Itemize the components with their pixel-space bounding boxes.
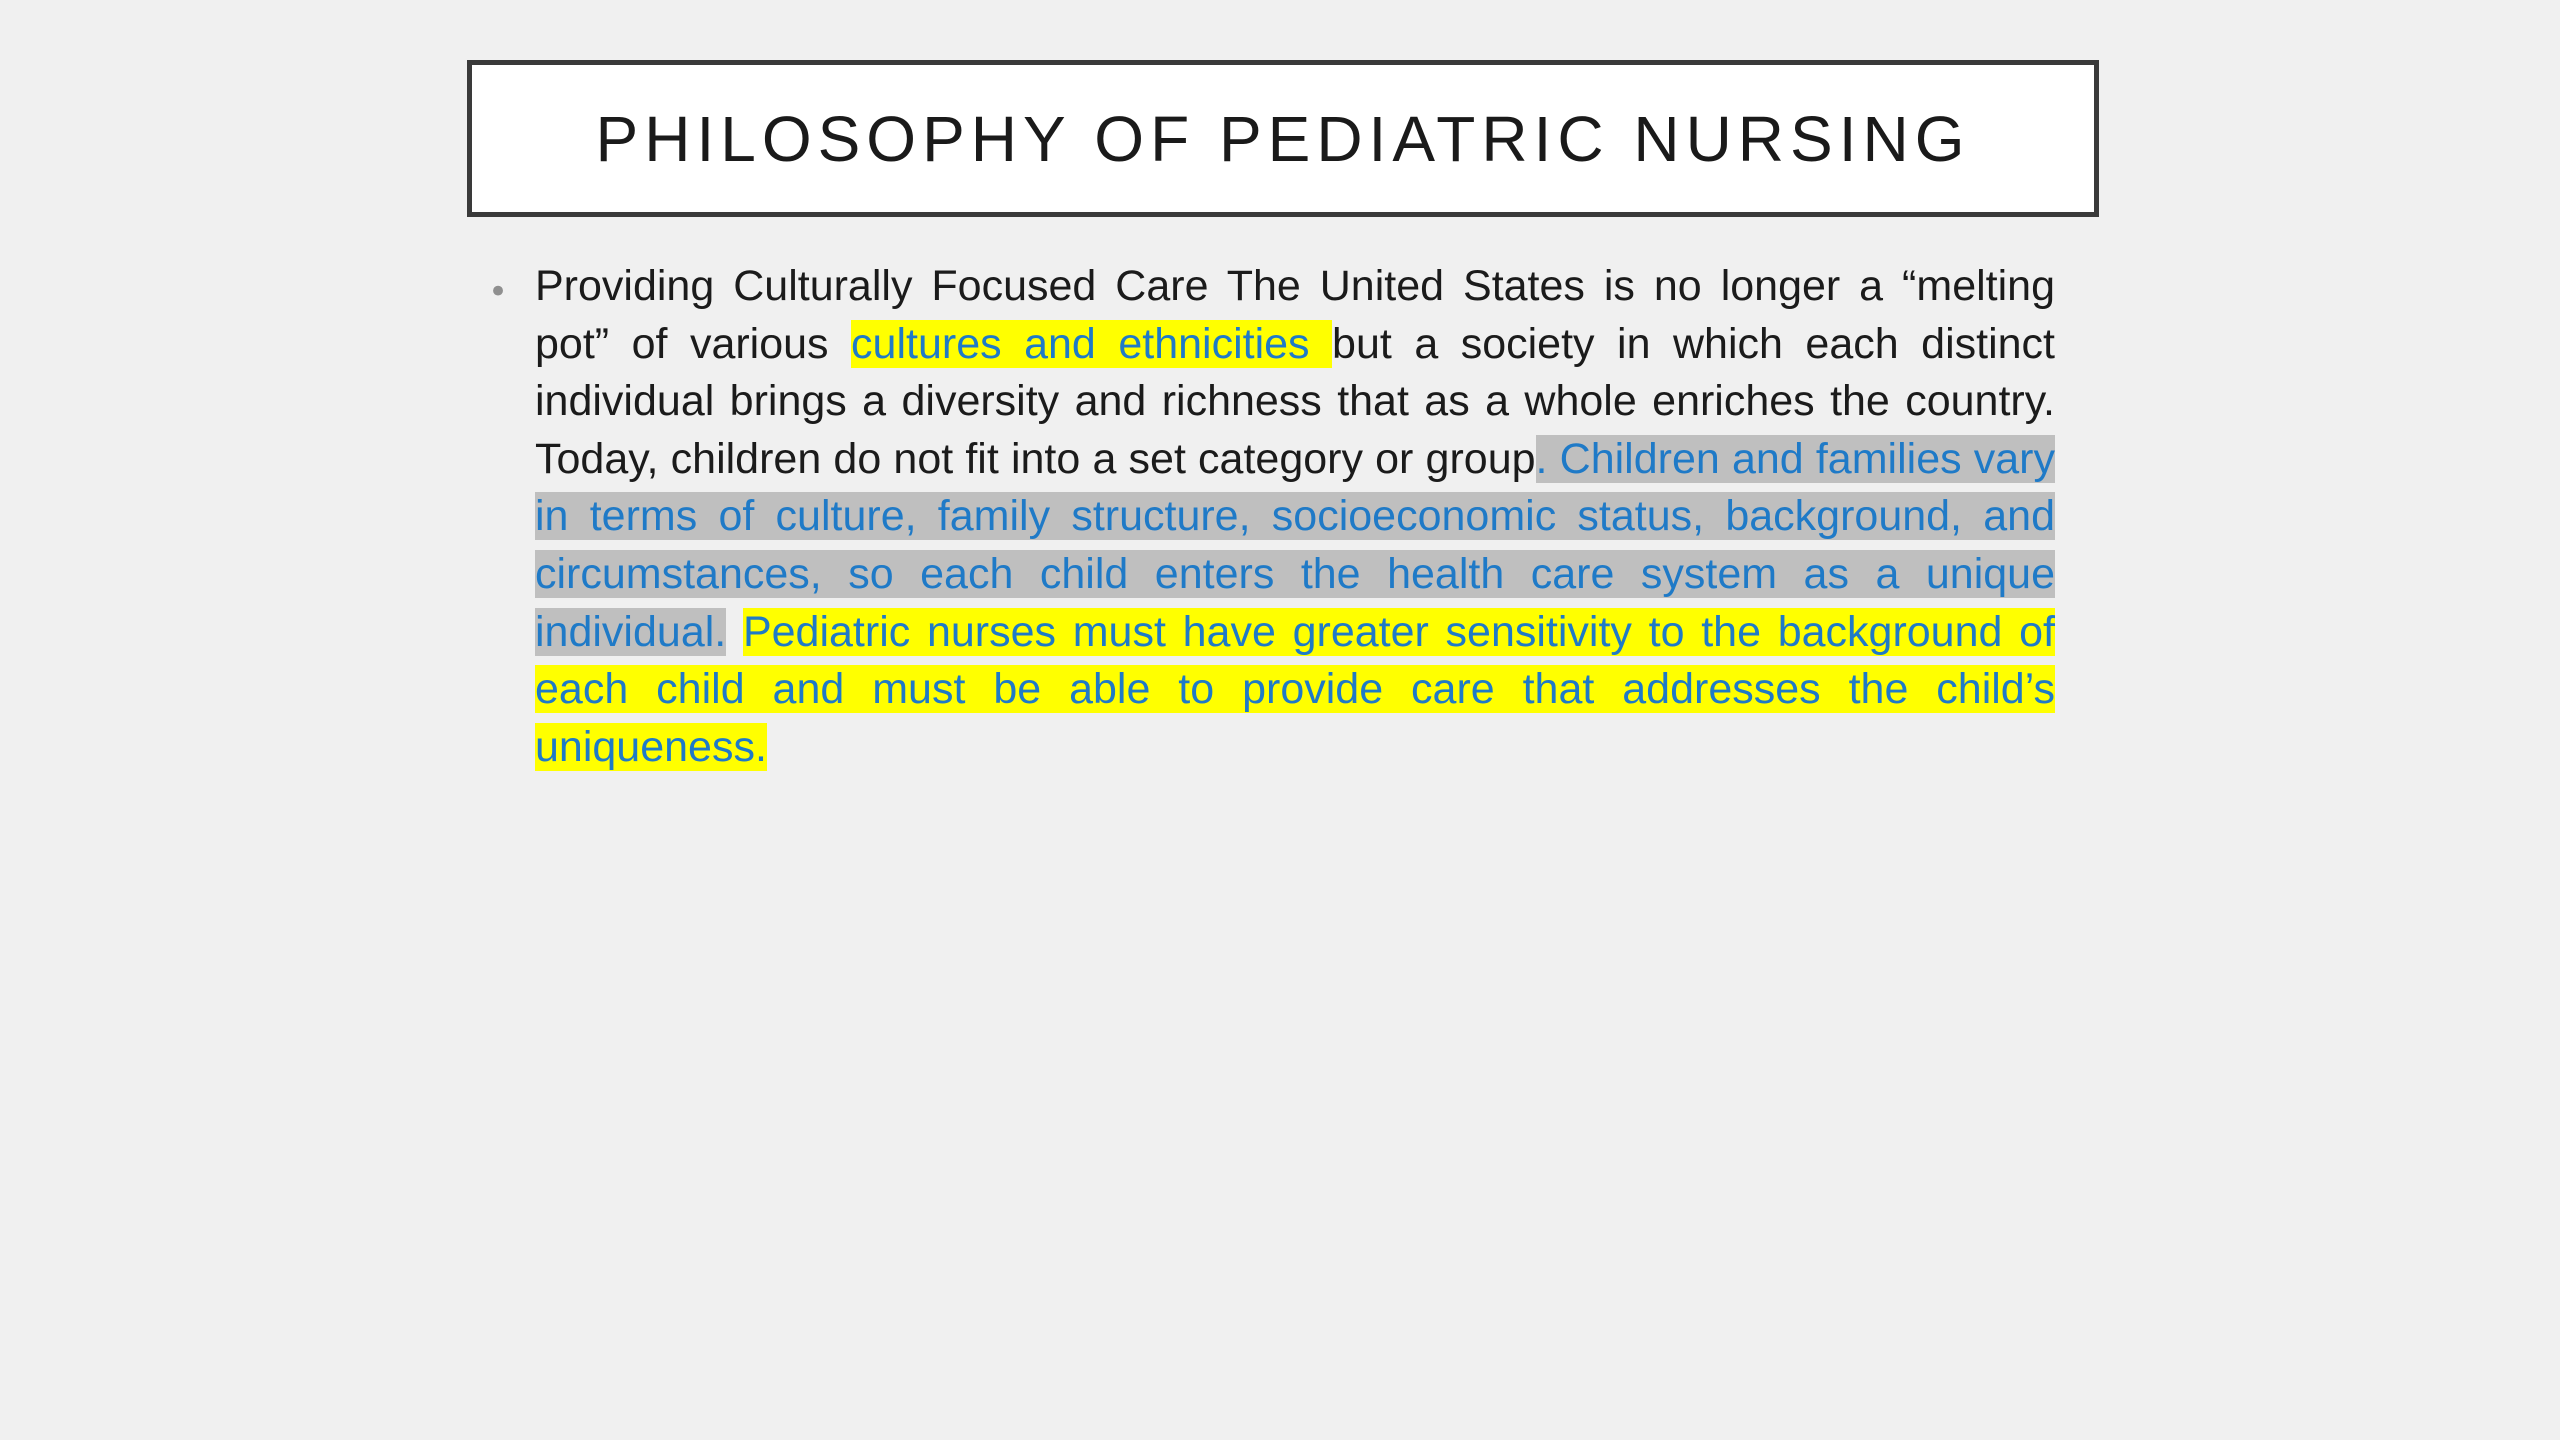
title-box xyxy=(467,60,2099,217)
bullet-paragraph xyxy=(535,258,2055,776)
highlight-cultures: cultures and ethnicities xyxy=(851,319,1333,368)
paragraph-text-part-2: but a society in which each distinct individual brings a diversity and richness that as a whole enriches the country. Today, children do not fit into a set category or group xyxy=(535,319,2055,483)
paragraph-text-part-3 xyxy=(726,608,743,656)
paragraph-text-part-1: Providing Culturally Focused Care The United States is no longer a “melting pot” of various xyxy=(535,262,2055,368)
highlight-pediatric-nurses: Pediatric nurses must have greater sensitivity to the background of each child and must be able to provide care that addresses the child’s uniqueness. xyxy=(535,607,2055,771)
bullet-icon: • xyxy=(488,272,509,312)
slide-title: PHILOSOPHY OF PEDIATRIC NURSING xyxy=(595,102,1971,175)
highlight-selected-text: . Children and families vary in terms of culture, family structure, socioeconomic status, background, and circumstances, so each child enters the health care system as a unique individual. xyxy=(535,434,2056,656)
